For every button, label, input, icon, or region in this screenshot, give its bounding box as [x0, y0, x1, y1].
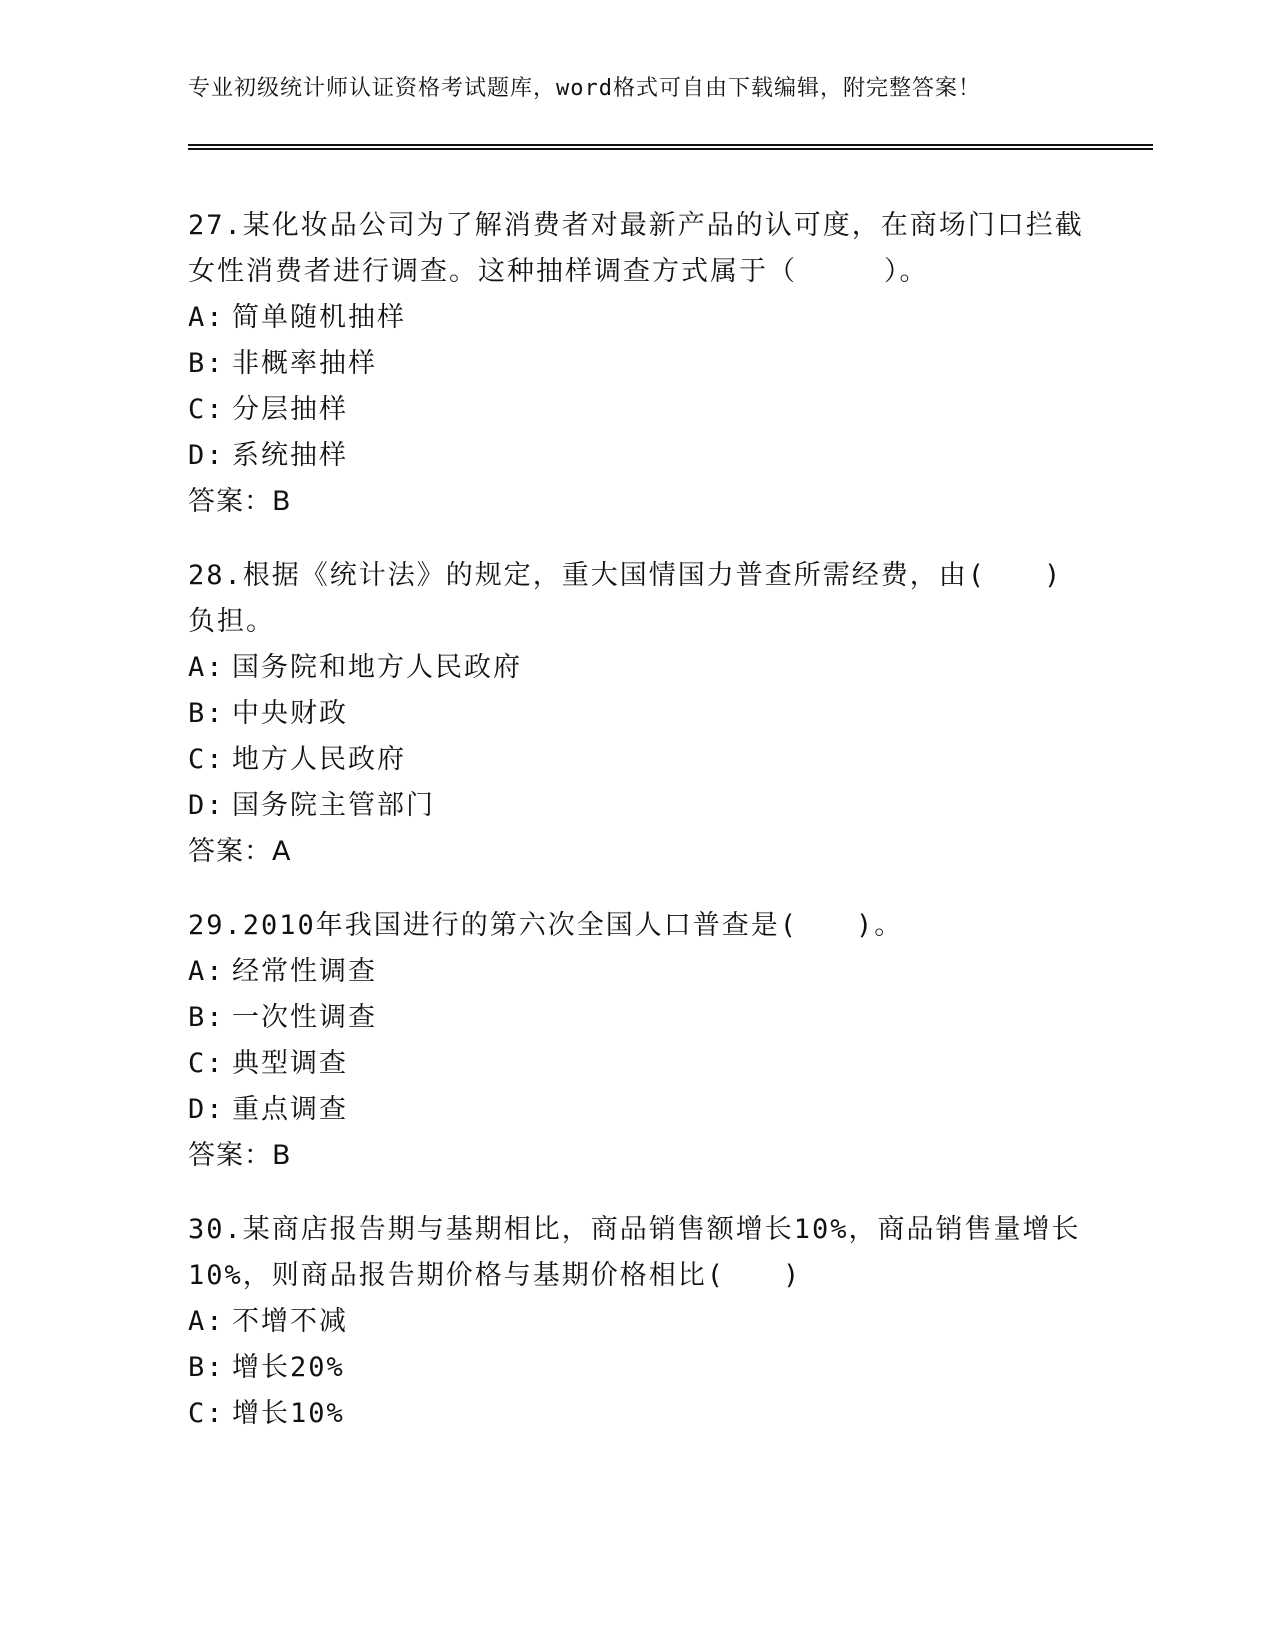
option-d	[188, 1087, 1088, 1133]
page-header: 专业初级统计师认证资格考试题库，word格式可自由下载编辑，附完整答案！	[188, 76, 981, 101]
option-letter: A:	[188, 956, 225, 987]
question-text: 28.根据《统计法》的规定，重大国情国力普查所需经费，由( )负担。	[188, 560, 1063, 637]
question-text: 30.某商店报告期与基期相比，商品销售额增长10%，商品销售量增长10%，则商品报告期价格与基期价格相比( )	[188, 1214, 1081, 1291]
option-a	[188, 645, 1088, 691]
option-c	[188, 1391, 1088, 1437]
answer-label: 答案：	[188, 486, 272, 517]
option-text: 非概率抽样	[232, 348, 377, 379]
option-letter: B:	[188, 1352, 225, 1383]
option-text: 分层抽样	[232, 394, 348, 425]
option-letter: B:	[188, 1002, 225, 1033]
question-30	[188, 1207, 1088, 1437]
option-letter: D:	[188, 440, 225, 471]
option-letter: A:	[188, 302, 225, 333]
option-text: 国务院主管部门	[232, 790, 435, 821]
option-text: 不增不减	[232, 1306, 348, 1337]
option-d	[188, 783, 1088, 829]
option-text: 国务院和地方人民政府	[232, 652, 522, 683]
option-text: 中央财政	[232, 698, 348, 729]
answer-value: B	[272, 1140, 292, 1171]
question-27	[188, 203, 1088, 525]
option-text: 增长20%	[232, 1352, 345, 1383]
option-a	[188, 1299, 1088, 1345]
answer-line	[188, 1133, 1088, 1179]
header-double-rule	[188, 144, 1153, 150]
option-c	[188, 1041, 1088, 1087]
answer-line	[188, 479, 1088, 525]
option-b	[188, 691, 1088, 737]
option-letter: D:	[188, 790, 225, 821]
option-text: 地方人民政府	[232, 744, 406, 775]
option-text: 典型调查	[232, 1048, 348, 1079]
option-letter: C:	[188, 1048, 225, 1079]
answer-line	[188, 829, 1088, 875]
option-letter: C:	[188, 744, 225, 775]
option-letter: C:	[188, 394, 225, 425]
question-28	[188, 553, 1088, 875]
question-29	[188, 903, 1088, 1179]
option-letter: A:	[188, 1306, 225, 1337]
option-text: 增长10%	[232, 1398, 345, 1429]
question-text: 29.2010年我国进行的第六次全国人口普查是( )。	[188, 910, 904, 941]
answer-value: B	[272, 486, 292, 517]
option-letter: A:	[188, 652, 225, 683]
option-text: 一次性调查	[232, 1002, 377, 1033]
option-d	[188, 433, 1088, 479]
answer-value: A	[272, 836, 292, 867]
answer-label: 答案：	[188, 1140, 272, 1171]
answer-label: 答案：	[188, 836, 272, 867]
option-c	[188, 387, 1088, 433]
option-text: 经常性调查	[232, 956, 377, 987]
question-list	[188, 203, 1088, 1465]
option-b	[188, 1345, 1088, 1391]
option-a	[188, 295, 1088, 341]
option-letter: B:	[188, 348, 225, 379]
option-b	[188, 995, 1088, 1041]
option-text: 系统抽样	[232, 440, 348, 471]
option-letter: C:	[188, 1398, 225, 1429]
option-b	[188, 341, 1088, 387]
option-text: 简单随机抽样	[232, 302, 406, 333]
option-letter: B:	[188, 698, 225, 729]
option-letter: D:	[188, 1094, 225, 1125]
option-text: 重点调查	[232, 1094, 348, 1125]
option-a	[188, 949, 1088, 995]
question-text: 27.某化妆品公司为了解消费者对最新产品的认可度，在商场门口拦截女性消费者进行调查。这种抽样调查方式属于（ ）。	[188, 210, 1084, 287]
option-c	[188, 737, 1088, 783]
